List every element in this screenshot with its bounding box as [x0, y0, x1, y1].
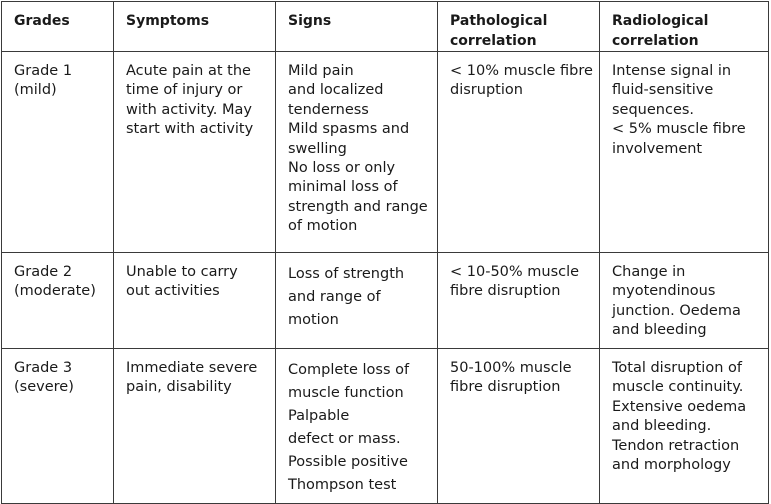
- cell-pathological: < 10% muscle fibre disruption: [438, 52, 600, 253]
- table-row-grade-1: [2, 52, 769, 253]
- cell-signs: Complete loss of muscle function Palpable defect or mass. Possible positive Thompson test: [276, 349, 438, 504]
- table-row-grade-3: [2, 349, 769, 504]
- cell-symptoms: Unable to carry out activities: [114, 253, 276, 349]
- cell-grade: Grade 1 (mild): [2, 52, 114, 253]
- cell-radiological: Change in myotendinous junction. Oedema and bleeding: [600, 253, 769, 349]
- cell-grade: Grade 3 (severe): [2, 349, 114, 504]
- cell-grade: Grade 2 (moderate): [2, 253, 114, 349]
- header-symptoms: Symptoms: [114, 2, 276, 52]
- header-pathological-correlation: Pathological correlation: [438, 2, 600, 52]
- muscle-injury-grading-table: [1, 1, 769, 504]
- cell-signs: Mild pain and localized tenderness Mild spasms and swelling No loss or only minimal loss of strength and range of motion: [276, 52, 438, 253]
- cell-pathological: < 10-50% muscle fibre disruption: [438, 253, 600, 349]
- header-radiological-correlation: Radiological correlation: [600, 2, 769, 52]
- table-header-row: [2, 2, 769, 52]
- cell-symptoms: Acute pain at the time of injury or with activity. May start with activity: [114, 52, 276, 253]
- cell-pathological: 50-100% muscle fibre disruption: [438, 349, 600, 504]
- header-signs: Signs: [276, 2, 438, 52]
- cell-signs: Loss of strength and range of motion: [276, 253, 438, 349]
- table-row-grade-2: [2, 253, 769, 349]
- header-grades: Grades: [2, 2, 114, 52]
- cell-radiological: Intense signal in fluid-sensitive sequences. < 5% muscle fibre involvement: [600, 52, 769, 253]
- cell-symptoms: Immediate severe pain, disability: [114, 349, 276, 504]
- cell-radiological: Total disruption of muscle continuity. Extensive oedema and bleeding. Tendon retraction and morphology: [600, 349, 769, 504]
